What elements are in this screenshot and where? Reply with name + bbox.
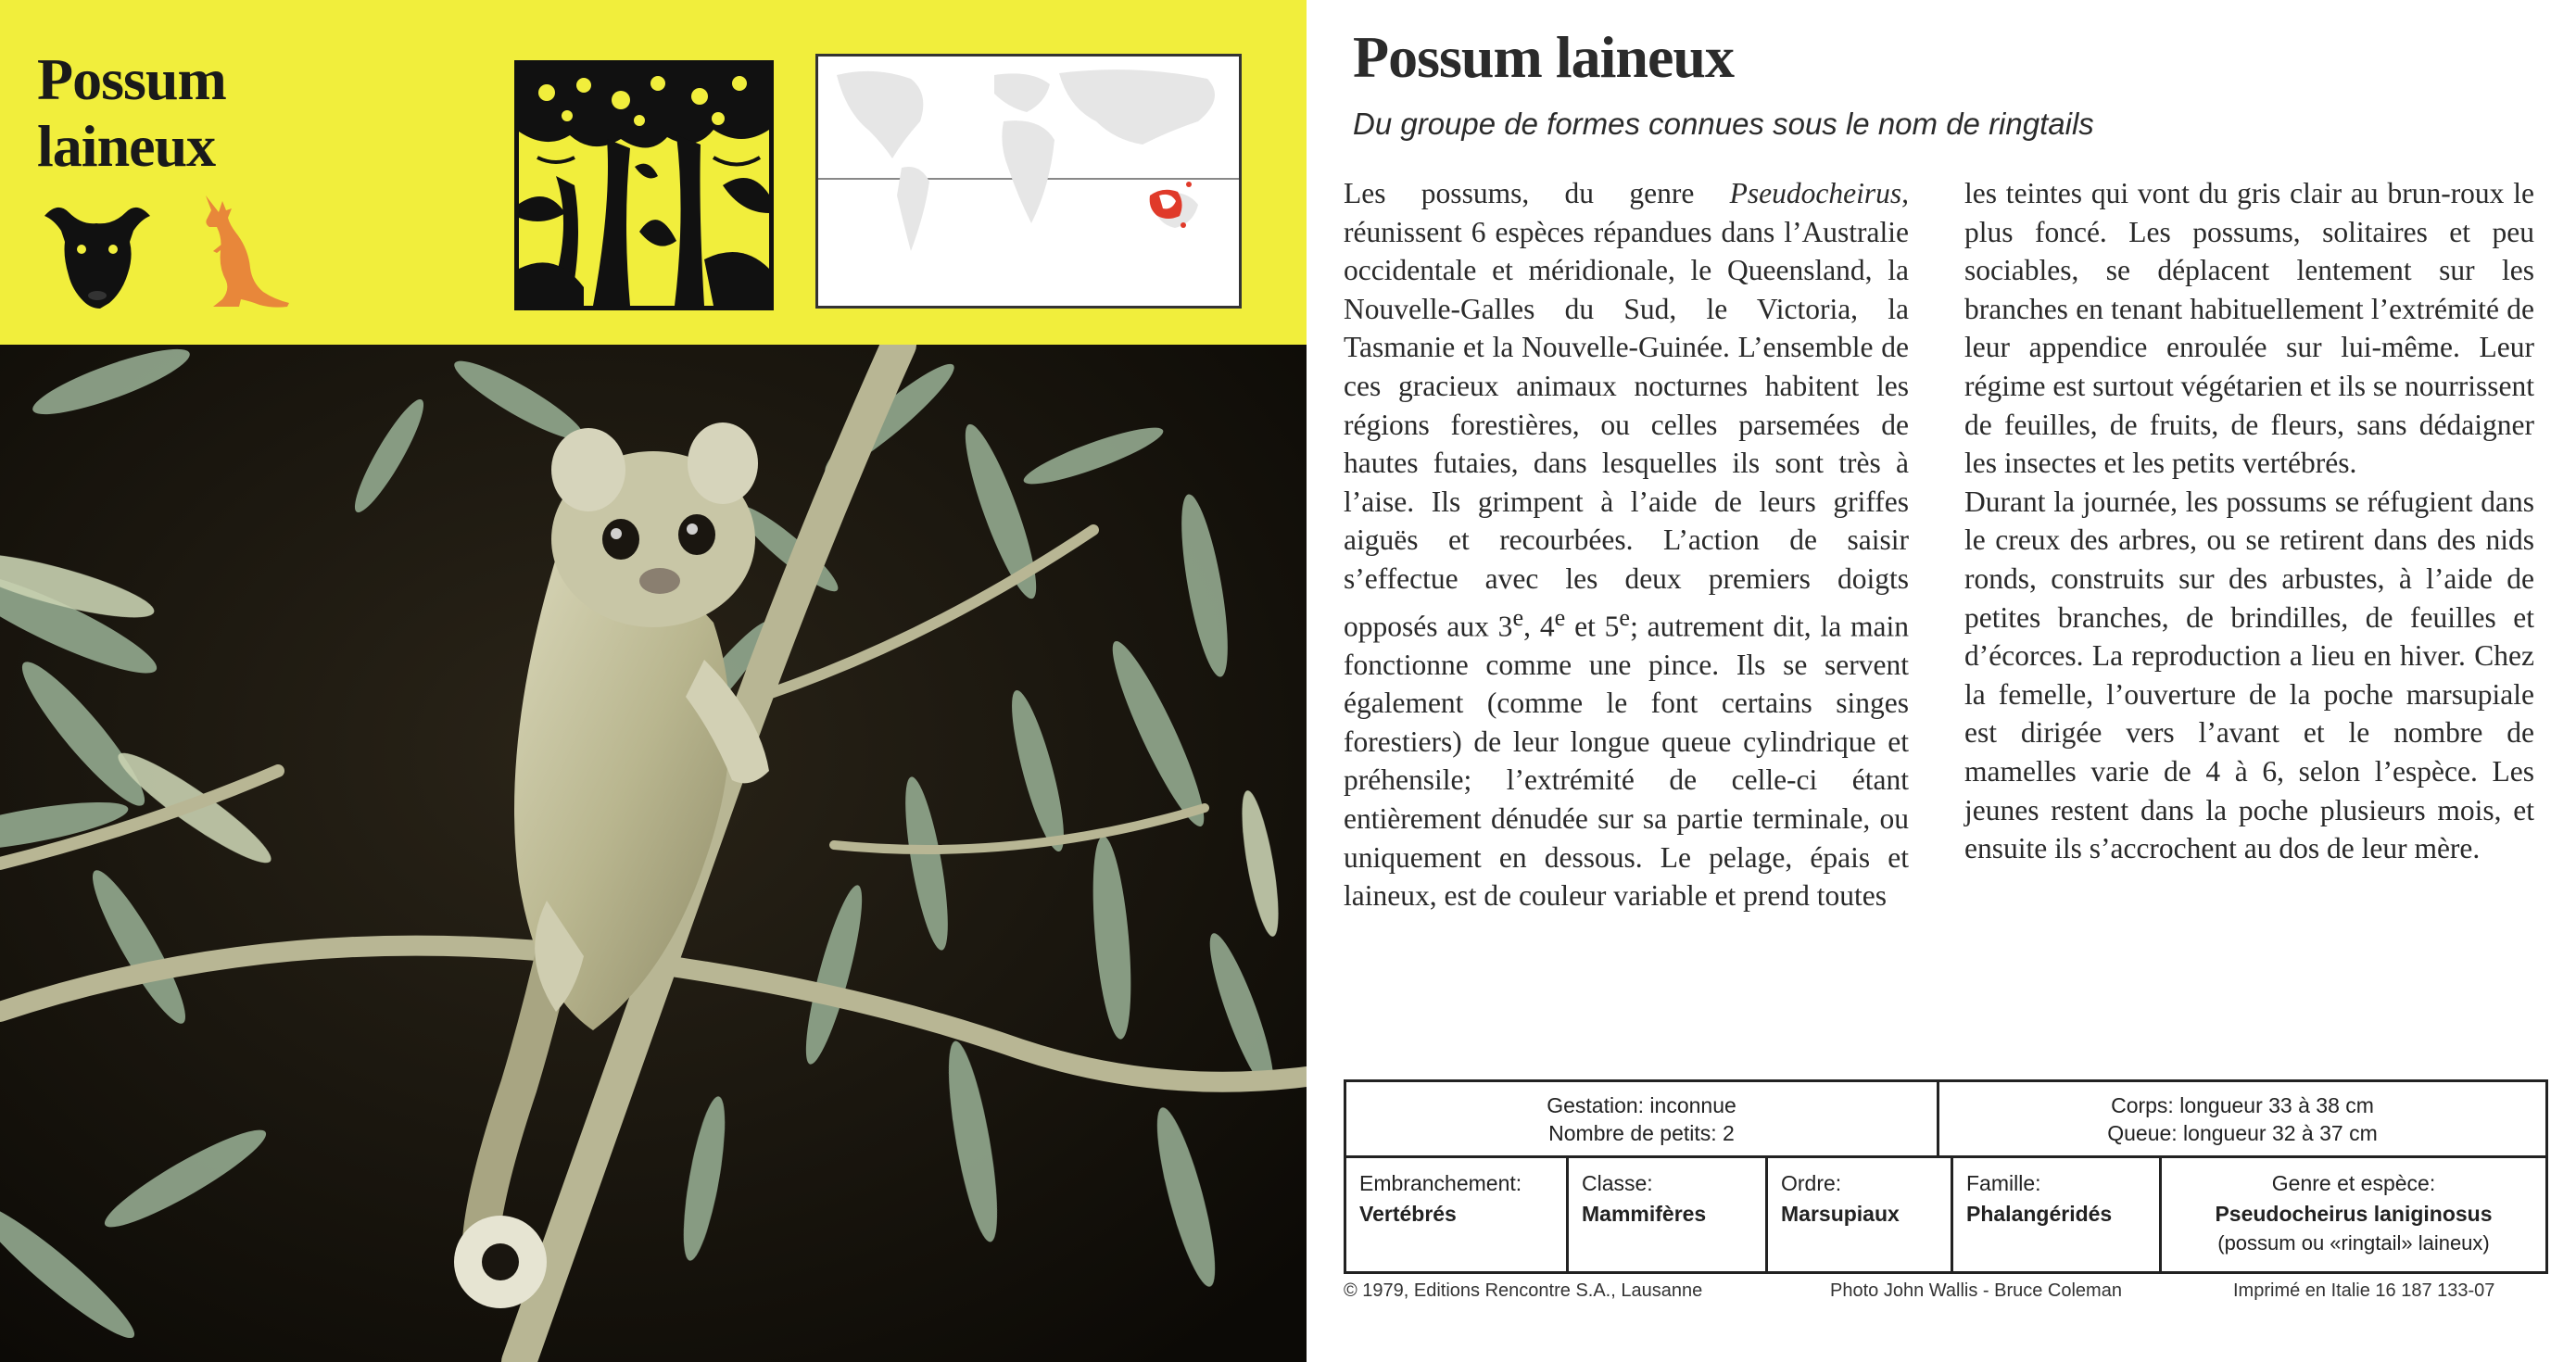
ordre-value: Marsupiaux bbox=[1781, 1202, 1900, 1226]
col1-text-d: et 5 bbox=[1565, 610, 1620, 643]
col1-paragraph bbox=[1344, 174, 1909, 915]
petits-text: Nombre de petits: 2 bbox=[1548, 1121, 1735, 1145]
info-row-taxonomy bbox=[1346, 1158, 2545, 1271]
left-card-title bbox=[37, 46, 226, 180]
gestation-cell bbox=[1346, 1082, 1939, 1158]
page-subtitle: Du groupe de formes connues sous le nom de ringtails bbox=[1353, 107, 2094, 141]
genus-name: Pseudocheirus, bbox=[1729, 177, 1909, 209]
photo-credit: Photo John Wallis - Bruce Coleman bbox=[1830, 1280, 2122, 1301]
col2-paragraph-2: Durant la journée, les possums se réfugient dans le creux des arbres, ou se retirent dans des nids ronds, construits sur des arbustes, à l’aide de petites branches, de brindilles, de feuilles et d’écorces. La reproduction a lieu en hiver. Chez la femelle, l’ouverture de la poche marsupiale est dirigée vers l’avant et le nombre de mamelles varie de 4 à 6, selon l’espèce. Les jeunes restent dans la poche plusieurs mois, et ensuite ils s’accrochent au dos de leur mère. bbox=[1964, 485, 2534, 865]
sup-e: e bbox=[1512, 603, 1524, 631]
size-cell bbox=[1939, 1082, 2545, 1158]
right-card bbox=[1316, 0, 2576, 1362]
classe-cell bbox=[1569, 1158, 1768, 1271]
embranchement-cell bbox=[1346, 1158, 1569, 1271]
possum-photo bbox=[0, 345, 1307, 1362]
famille-cell bbox=[1953, 1158, 2162, 1271]
print-info: Imprimé en Italie 16 187 133-07 bbox=[2233, 1280, 2495, 1301]
col1-text-c: , 4 bbox=[1523, 610, 1555, 643]
genre-note: (possum ou «ringtail» laineux) bbox=[2217, 1231, 2490, 1255]
left-title-line1: Possum bbox=[37, 46, 226, 112]
ordre-cell bbox=[1768, 1158, 1953, 1271]
sup-e: e bbox=[1619, 603, 1631, 631]
copyright-text: © 1979, Editions Rencontre S.A., Lausanne bbox=[1344, 1280, 1703, 1301]
ordre-label: Ordre: bbox=[1781, 1171, 1842, 1195]
footer bbox=[1344, 1280, 2557, 1308]
bull-icon bbox=[37, 199, 158, 310]
left-title-line2: laineux bbox=[37, 113, 216, 179]
distribution-map bbox=[815, 54, 1242, 309]
forest-icon bbox=[519, 65, 769, 306]
genre-cell bbox=[2162, 1158, 2545, 1271]
col2-paragraph-1: les teintes qui vont du gris clair au brun-roux le plus foncé. Les possums, solitaires et peu sociables, se déplacent lentement sur les branches en tenant habituellement l’extrémité de leur appendice enroulée sur lui-même. Leur régime est surtout végétarien et ils se nourrissent de feuilles, de fruits, de fleurs, sans dédaigner les insectes et les petits vertébrés. bbox=[1964, 177, 2534, 480]
genre-value: Pseudocheirus laniginosus bbox=[2215, 1202, 2493, 1226]
col1-text-e: ; autrement dit, la main fonctionne comme une pince. Ils se servent également (comme le font certains singes forestiers) de leur longue queue cylindrique et préhensile; l’extrémité de celle-ci étant entièrement dénudée sur sa partie terminale, ou uniquement en dessous. Le pelage, épais et laineux, est de couleur variable et prend toutes bbox=[1344, 610, 1910, 913]
habitat-illustration bbox=[514, 60, 774, 310]
col1-text-b: réunissent 6 espèces répandues dans l’Australie occidentale et méridionale, le Queensland, la Nouvelle-Galles du Sud, le Victoria, la Tasmanie et la Nouvelle-Guinée. L’ensemble de ces gracieux animaux nocturnes habitent les régions forestières, ou celles parsemées de hautes futaies, dans lesquelles ils sont très à l’aise. Ils grimpent à l’aide de leurs griffes aiguës et recourbées. L’action de saisir s’effectue avec les deux premiers doigts opposés aux 3 bbox=[1344, 215, 1909, 643]
info-table bbox=[1344, 1079, 2548, 1274]
classe-label: Classe: bbox=[1582, 1171, 1653, 1195]
embranchement-label: Embranchement: bbox=[1359, 1171, 1522, 1195]
famille-value: Phalangéridés bbox=[1966, 1202, 2113, 1226]
possum-photo-illustration bbox=[0, 345, 1307, 1362]
text-column-1 bbox=[1344, 174, 1909, 915]
page-title: Possum laineux bbox=[1353, 24, 1734, 90]
genre-label: Genre et espèce: bbox=[2271, 1171, 2436, 1195]
header-band bbox=[0, 0, 1307, 345]
classe-value: Mammifères bbox=[1582, 1202, 1707, 1226]
queue-text: Queue: longueur 32 à 37 cm bbox=[2107, 1121, 2378, 1145]
col1-text-a: Les possums, du genre bbox=[1344, 177, 1730, 209]
kangaroo-icon bbox=[185, 190, 292, 315]
embranchement-value: Vertébrés bbox=[1359, 1202, 1457, 1226]
info-row-measures bbox=[1346, 1082, 2545, 1158]
famille-label: Famille: bbox=[1966, 1171, 2041, 1195]
corps-text: Corps: longueur 33 à 38 cm bbox=[2111, 1093, 2374, 1117]
world-map-icon bbox=[818, 57, 1239, 306]
text-column-2 bbox=[1964, 174, 2534, 868]
sup-e: e bbox=[1554, 603, 1566, 631]
gestation-text: Gestation: inconnue bbox=[1547, 1093, 1736, 1117]
